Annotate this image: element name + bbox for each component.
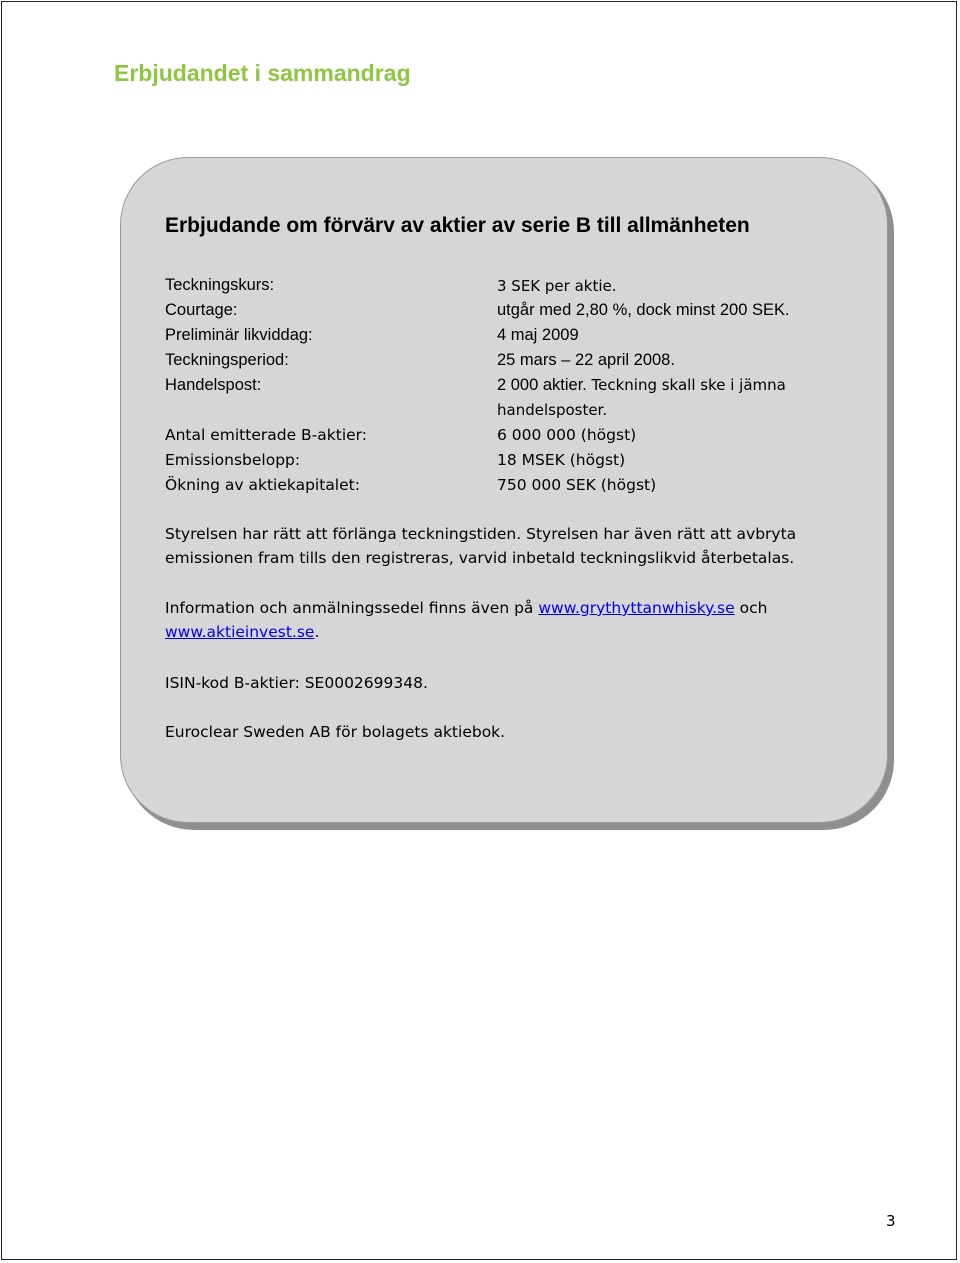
info-paragraph: [165, 596, 865, 644]
row-label: Courtage:: [165, 301, 238, 319]
page-number: 3: [886, 1212, 896, 1230]
row-label: Teckningsperiod:: [165, 351, 289, 369]
row-value-part-b: Teckning skall ske i jämna handelsposter.: [497, 376, 786, 419]
row-label: Emissionsbelopp:: [165, 451, 301, 469]
row-value: 6 000 000 (högst): [497, 426, 637, 444]
row-value: 750 000 SEK (högst): [497, 476, 657, 494]
extension-paragraph: Styrelsen har rätt att förlänga teckningstiden. Styrelsen har även rätt att avbryta emissionen fram tills den registreras, varvid inbetald teckningslikvid återbetalas.: [165, 525, 797, 567]
row-value: utgår med 2,80 %, dock minst 200 SEK.: [497, 301, 790, 319]
row-label: Handelspost:: [165, 376, 262, 394]
info-suffix: .: [314, 623, 320, 641]
row-label: Teckningskurs:: [165, 276, 275, 294]
row-label: Antal emitterade B-aktier:: [165, 426, 367, 444]
row-label: Preliminär likviddag:: [165, 326, 313, 344]
info-and: och: [739, 599, 768, 617]
page-heading: Erbjudandet i sammandrag: [114, 60, 411, 86]
row-value-part-a: 2 000 aktier.: [497, 376, 587, 394]
row-value: 18 MSEK (högst): [497, 451, 626, 469]
row-label: Ökning av aktiekapitalet:: [165, 476, 360, 494]
offer-box-title: Erbjudande om förvärv av aktier av serie B till allmänheten: [165, 214, 750, 237]
isin-text: ISIN-kod B-aktier: SE0002699348.: [165, 674, 428, 692]
row-value: 25 mars – 22 april 2008.: [497, 351, 675, 369]
row-value: 3 SEK per aktie.: [497, 277, 617, 295]
grythyttanwhisky-link[interactable]: www.grythyttanwhisky.se: [538, 599, 735, 617]
row-value: [497, 373, 857, 423]
euroclear-text: Euroclear Sweden AB för bolagets aktiebok.: [165, 723, 506, 741]
aktieinvest-link[interactable]: www.aktieinvest.se: [165, 623, 315, 641]
row-value: 4 maj 2009: [497, 326, 579, 344]
info-prefix: Information och anmälningssedel finns även på: [165, 599, 534, 617]
